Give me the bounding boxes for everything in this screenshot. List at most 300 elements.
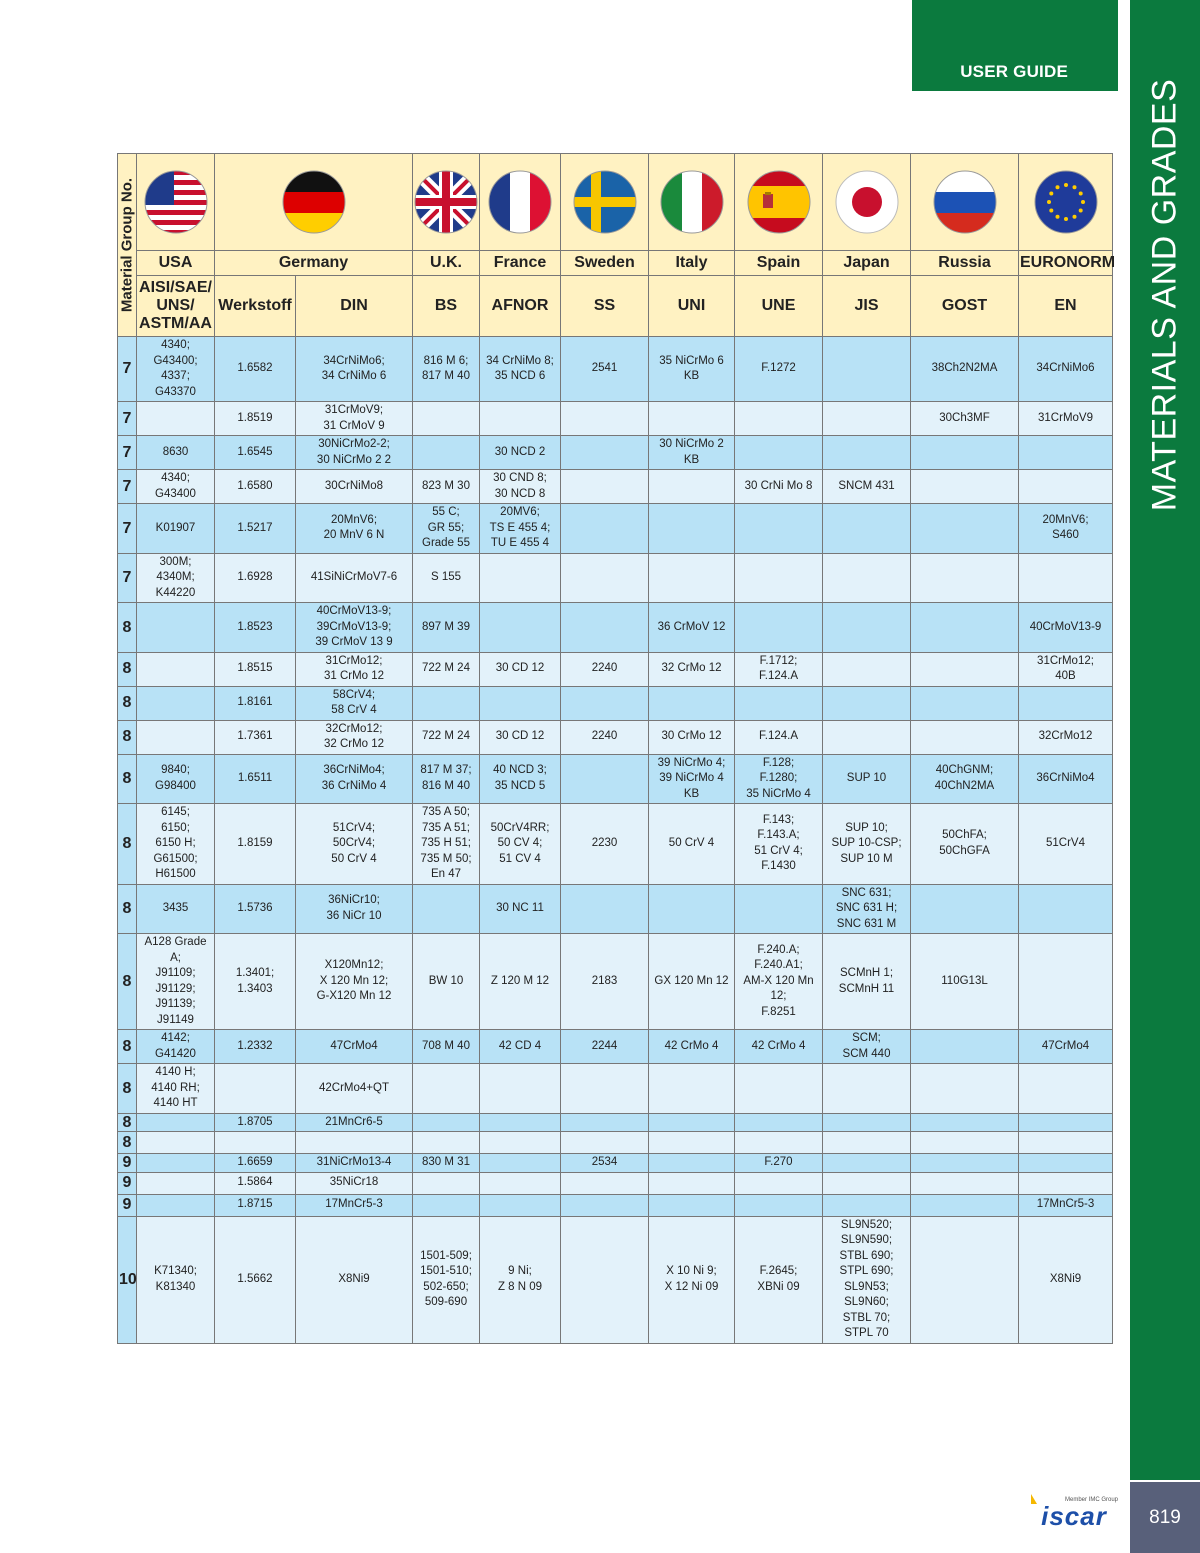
table-cell: 30 CD 12: [480, 720, 561, 754]
table-cell: 30 CrNi Mo 8: [735, 470, 823, 504]
table-cell: 2541: [561, 337, 649, 402]
material-group-header: Material Group No.: [118, 154, 137, 337]
table-cell: [413, 402, 480, 436]
material-group-cell: 8: [118, 804, 137, 885]
table-cell: 35 NiCrMo 6 KB: [649, 337, 735, 402]
table-cell: 1.3401; 1.3403: [215, 934, 296, 1030]
table-row: [118, 470, 1113, 504]
material-group-cell: 8: [118, 1030, 137, 1064]
table-cell: 34CrNiMo6: [1019, 337, 1113, 402]
table-cell: [735, 1064, 823, 1114]
material-group-cell: 7: [118, 553, 137, 603]
table-cell: 2230: [561, 804, 649, 885]
materials-table: [117, 153, 1116, 1344]
table-cell: [911, 1030, 1019, 1064]
table-cell: 42CrMo4+QT: [296, 1064, 413, 1114]
iscar-logo: [1028, 1492, 1120, 1532]
table-cell: 50ChFA; 50ChGFA: [911, 804, 1019, 885]
table-cell: X8Ni9: [1019, 1216, 1113, 1343]
uk-flag-icon: [414, 170, 478, 234]
table-cell: X8Ni9: [296, 1216, 413, 1343]
table-cell: [1019, 1064, 1113, 1114]
table-cell: [911, 1172, 1019, 1194]
material-group-cell: 8: [118, 720, 137, 754]
table-cell: [911, 1216, 1019, 1343]
table-cell: 1.6580: [215, 470, 296, 504]
table-cell: [823, 504, 911, 554]
table-cell: [823, 402, 911, 436]
table-cell: [1019, 470, 1113, 504]
italy-flag-icon: [660, 170, 724, 234]
table-cell: 20MV6; TS E 455 4; TU E 455 4: [480, 504, 561, 554]
table-row: [118, 1216, 1113, 1343]
country-header: USA: [137, 251, 215, 276]
table-cell: 42 CrMo 4: [735, 1030, 823, 1064]
table-cell: 1.6545: [215, 436, 296, 470]
table-cell: 9 Ni; Z 8 N 09: [480, 1216, 561, 1343]
table-cell: 21MnCr6-5: [296, 1113, 413, 1132]
germany-flag-icon: [282, 170, 346, 234]
table-cell: 36CrNiMo4; 36 CrNiMo 4: [296, 754, 413, 804]
table-cell: [735, 1172, 823, 1194]
table-cell: 41SiNiCrMoV7-6: [296, 553, 413, 603]
table-cell: [480, 1132, 561, 1154]
table-cell: [1019, 1172, 1113, 1194]
japan-flag-icon: [835, 170, 899, 234]
us-flag-icon: [144, 170, 208, 234]
table-cell: [911, 1064, 1019, 1114]
table-cell: 31CrMo12; 31 CrMo 12: [296, 652, 413, 686]
table-cell: 2183: [561, 934, 649, 1030]
table-cell: 20MnV6; 20 MnV 6 N: [296, 504, 413, 554]
table-cell: X120Mn12; X 120 Mn 12; G-X120 Mn 12: [296, 934, 413, 1030]
material-group-cell: 8: [118, 1064, 137, 1114]
table-cell: 1.5864: [215, 1172, 296, 1194]
table-cell: 30 NCD 2: [480, 436, 561, 470]
material-group-cell: 10: [118, 1216, 137, 1343]
eu-flag-icon: [1034, 170, 1098, 234]
table-cell: [911, 1154, 1019, 1173]
table-row: [118, 1064, 1113, 1114]
table-cell: F.270: [735, 1154, 823, 1173]
table-row: [118, 1172, 1113, 1194]
country-header: Spain: [735, 251, 823, 276]
table-cell: [649, 1194, 735, 1216]
table-cell: 8630: [137, 436, 215, 470]
table-cell: [215, 1132, 296, 1154]
table-cell: 816 M 6; 817 M 40: [413, 337, 480, 402]
table-cell: 817 M 37; 816 M 40: [413, 754, 480, 804]
table-cell: 1.8161: [215, 686, 296, 720]
table-row: [118, 1154, 1113, 1173]
table-cell: [480, 1154, 561, 1173]
material-group-cell: 7: [118, 436, 137, 470]
table-cell: 30NiCrMo2-2; 30 NiCrMo 2 2: [296, 436, 413, 470]
table-cell: [1019, 553, 1113, 603]
table-cell: [735, 436, 823, 470]
table-cell: [823, 720, 911, 754]
standard-header: UNI: [649, 276, 735, 337]
table-cell: 42 CD 4: [480, 1030, 561, 1064]
table-cell: [413, 1132, 480, 1154]
table-cell: 31CrMoV9: [1019, 402, 1113, 436]
material-group-cell: 7: [118, 402, 137, 436]
material-group-cell: 8: [118, 884, 137, 934]
table-cell: 897 M 39: [413, 603, 480, 653]
material-group-cell: 7: [118, 504, 137, 554]
table-cell: 1.8519: [215, 402, 296, 436]
table-cell: 830 M 31: [413, 1154, 480, 1173]
table-cell: [137, 686, 215, 720]
table-cell: 1.8705: [215, 1113, 296, 1132]
table-cell: [649, 884, 735, 934]
table-cell: 31CrMo12; 40B: [1019, 652, 1113, 686]
table-cell: [137, 1194, 215, 1216]
material-group-cell: 8: [118, 603, 137, 653]
table-cell: [911, 1194, 1019, 1216]
table-cell: [561, 1113, 649, 1132]
table-cell: 3435: [137, 884, 215, 934]
table-cell: 722 M 24: [413, 720, 480, 754]
country-header: Russia: [911, 251, 1019, 276]
table-cell: S 155: [413, 553, 480, 603]
table-cell: Z 120 M 12: [480, 934, 561, 1030]
table-cell: 30 NC 11: [480, 884, 561, 934]
table-cell: SCMnH 1; SCMnH 11: [823, 934, 911, 1030]
table-cell: [911, 1132, 1019, 1154]
table-cell: [561, 1064, 649, 1114]
table-cell: [561, 436, 649, 470]
table-cell: [649, 1113, 735, 1132]
table-cell: [561, 686, 649, 720]
table-cell: [735, 884, 823, 934]
table-cell: 40CrMoV13-9: [1019, 603, 1113, 653]
table-cell: [649, 1172, 735, 1194]
standard-header: BS: [413, 276, 480, 337]
table-row: [118, 436, 1113, 470]
table-cell: 58CrV4; 58 CrV 4: [296, 686, 413, 720]
material-group-cell: 9: [118, 1154, 137, 1173]
spain-flag-icon: [747, 170, 811, 234]
table-cell: SL9N520; SL9N590; STBL 690; STPL 690; SL9N53; SL9N60; STBL 70; STPL 70: [823, 1216, 911, 1343]
table-cell: [649, 553, 735, 603]
table-row: [118, 934, 1113, 1030]
table-cell: 1.8159: [215, 804, 296, 885]
table-cell: [215, 1064, 296, 1114]
table-cell: [649, 1154, 735, 1173]
table-cell: [823, 1113, 911, 1132]
table-cell: [735, 1113, 823, 1132]
country-header: Sweden: [561, 251, 649, 276]
table-cell: [1019, 884, 1113, 934]
france-flag-icon: [488, 170, 552, 234]
table-cell: [561, 1216, 649, 1343]
table-cell: [561, 603, 649, 653]
table-cell: 1.5662: [215, 1216, 296, 1343]
country-header: Italy: [649, 251, 735, 276]
table-cell: [413, 884, 480, 934]
table-cell: [480, 402, 561, 436]
table-cell: 1.5736: [215, 884, 296, 934]
table-cell: 4140 H; 4140 RH; 4140 HT: [137, 1064, 215, 1114]
material-group-cell: 9: [118, 1172, 137, 1194]
russia-flag-icon: [933, 170, 997, 234]
material-group-cell: 8: [118, 1132, 137, 1154]
country-header: Japan: [823, 251, 911, 276]
table-cell: [1019, 436, 1113, 470]
table-cell: [480, 1172, 561, 1194]
table-cell: 17MnCr5-3: [1019, 1194, 1113, 1216]
table-cell: [561, 754, 649, 804]
standard-header: AISI/SAE/ UNS/ ASTM/AA: [137, 276, 215, 337]
table-row: [118, 1132, 1113, 1154]
table-cell: 30 CrMo 12: [649, 720, 735, 754]
table-cell: 735 A 50; 735 A 51; 735 H 51; 735 M 50; En 47: [413, 804, 480, 885]
flags-row: [118, 154, 1113, 251]
table-cell: K71340; K81340: [137, 1216, 215, 1343]
table-cell: 39 NiCrMo 4; 39 NiCrMo 4 KB: [649, 754, 735, 804]
table-cell: 1.6928: [215, 553, 296, 603]
material-group-cell: 8: [118, 652, 137, 686]
material-group-cell: 8: [118, 934, 137, 1030]
table-cell: [561, 884, 649, 934]
table-cell: [649, 1064, 735, 1114]
table-cell: [137, 652, 215, 686]
table-cell: 2244: [561, 1030, 649, 1064]
table-cell: 55 C; GR 55; Grade 55: [413, 504, 480, 554]
table-cell: F.1712; F.124.A: [735, 652, 823, 686]
table-row: [118, 686, 1113, 720]
standard-header: AFNOR: [480, 276, 561, 337]
table-row: [118, 603, 1113, 653]
table-cell: 32 CrMo 12: [649, 652, 735, 686]
table-cell: [823, 603, 911, 653]
table-cell: 2240: [561, 720, 649, 754]
table-cell: [735, 504, 823, 554]
table-cell: 300M; 4340M; K44220: [137, 553, 215, 603]
standard-header: GOST: [911, 276, 1019, 337]
table-cell: 823 M 30: [413, 470, 480, 504]
table-cell: [561, 402, 649, 436]
table-cell: 35NiCr18: [296, 1172, 413, 1194]
material-group-cell: 8: [118, 754, 137, 804]
table-cell: [823, 1132, 911, 1154]
table-cell: [911, 686, 1019, 720]
svg-text:iscar: iscar: [1041, 1501, 1107, 1531]
table-row: [118, 884, 1113, 934]
table-cell: [823, 553, 911, 603]
table-cell: F.240.A; F.240.A1; AM-X 120 Mn 12; F.8251: [735, 934, 823, 1030]
table-cell: F.1272: [735, 337, 823, 402]
page-number: 819: [1130, 1482, 1200, 1553]
table-cell: [823, 1194, 911, 1216]
table-cell: [735, 686, 823, 720]
table-cell: [137, 1132, 215, 1154]
table-cell: 110G13L: [911, 934, 1019, 1030]
table-cell: 1.2332: [215, 1030, 296, 1064]
table-cell: 34 CrNiMo 8; 35 NCD 6: [480, 337, 561, 402]
table-cell: 2534: [561, 1154, 649, 1173]
table-row: [118, 553, 1113, 603]
table-cell: [137, 1154, 215, 1173]
svg-text:Member IMC Group: Member IMC Group: [1064, 1497, 1118, 1503]
table-cell: [735, 1194, 823, 1216]
table-cell: 51CrV4; 50CrV4; 50 CrV 4: [296, 804, 413, 885]
table-cell: 1.7361: [215, 720, 296, 754]
table-row: [118, 652, 1113, 686]
table-cell: [137, 603, 215, 653]
table-cell: 34CrNiMo6; 34 CrNiMo 6: [296, 337, 413, 402]
table-cell: [911, 470, 1019, 504]
table-cell: [561, 1172, 649, 1194]
table-cell: 20MnV6; S460: [1019, 504, 1113, 554]
table-cell: [649, 402, 735, 436]
table-cell: 30CrNiMo8: [296, 470, 413, 504]
sweden-flag-icon: [573, 170, 637, 234]
country-header: U.K.: [413, 251, 480, 276]
table-cell: [649, 504, 735, 554]
table-cell: [823, 1154, 911, 1173]
table-cell: [911, 603, 1019, 653]
table-cell: [911, 1113, 1019, 1132]
table-cell: F.143; F.143.A; 51 CrV 4; F.1430: [735, 804, 823, 885]
table-cell: 47CrMo4: [1019, 1030, 1113, 1064]
table-cell: 17MnCr5-3: [296, 1194, 413, 1216]
table-cell: 6145; 6150; 6150 H; G61500; H61500: [137, 804, 215, 885]
material-group-cell: 8: [118, 1113, 137, 1132]
table-cell: 4340; G43400: [137, 470, 215, 504]
table-row: [118, 720, 1113, 754]
material-group-cell: 8: [118, 686, 137, 720]
table-cell: [1019, 1113, 1113, 1132]
table-cell: [413, 1194, 480, 1216]
table-cell: 708 M 40: [413, 1030, 480, 1064]
table-cell: [480, 1113, 561, 1132]
table-cell: 1.8523: [215, 603, 296, 653]
table-cell: [823, 436, 911, 470]
table-cell: 51CrV4: [1019, 804, 1113, 885]
material-group-cell: 7: [118, 470, 137, 504]
table-cell: [413, 436, 480, 470]
table-cell: X 10 Ni 9; X 12 Ni 09: [649, 1216, 735, 1343]
table-cell: 1.8715: [215, 1194, 296, 1216]
table-cell: [911, 884, 1019, 934]
table-cell: [735, 553, 823, 603]
table-cell: 1.6659: [215, 1154, 296, 1173]
table-cell: 40 NCD 3; 35 NCD 5: [480, 754, 561, 804]
table-cell: [413, 686, 480, 720]
table-cell: [911, 720, 1019, 754]
standard-header: JIS: [823, 276, 911, 337]
table-cell: [1019, 934, 1113, 1030]
material-group-cell: 7: [118, 337, 137, 402]
table-cell: [823, 652, 911, 686]
table-cell: [911, 553, 1019, 603]
table-cell: [137, 1172, 215, 1194]
table-cell: [480, 686, 561, 720]
table-cell: 30 CND 8; 30 NCD 8: [480, 470, 561, 504]
table-cell: 36CrNiMo4: [1019, 754, 1113, 804]
table-cell: 36 CrMoV 12: [649, 603, 735, 653]
table-cell: 32CrMo12; 32 CrMo 12: [296, 720, 413, 754]
table-cell: [911, 504, 1019, 554]
table-cell: 47CrMo4: [296, 1030, 413, 1064]
table-cell: A128 Grade A; J91109; J91129; J91139; J91149: [137, 934, 215, 1030]
table-cell: 1.8515: [215, 652, 296, 686]
table-cell: 30 NiCrMo 2 KB: [649, 436, 735, 470]
table-cell: [1019, 686, 1113, 720]
table-cell: SNC 631; SNC 631 H; SNC 631 M: [823, 884, 911, 934]
table-cell: 36NiCr10; 36 NiCr 10: [296, 884, 413, 934]
table-row: [118, 337, 1113, 402]
table-cell: SNCM 431: [823, 470, 911, 504]
table-cell: [823, 1172, 911, 1194]
table-cell: 2240: [561, 652, 649, 686]
table-cell: [296, 1132, 413, 1154]
table-row: [118, 1194, 1113, 1216]
table-cell: 4142; G41420: [137, 1030, 215, 1064]
table-cell: [480, 553, 561, 603]
table-cell: [561, 1132, 649, 1154]
country-header: France: [480, 251, 561, 276]
table-row: [118, 504, 1113, 554]
table-cell: 1.6511: [215, 754, 296, 804]
standard-header: Werkstoff: [215, 276, 296, 337]
table-cell: [561, 504, 649, 554]
table-cell: [735, 603, 823, 653]
table-cell: F.124.A: [735, 720, 823, 754]
table-cell: 9840; G98400: [137, 754, 215, 804]
table-cell: [413, 1172, 480, 1194]
table-row: [118, 1113, 1113, 1132]
standards-row: [118, 276, 1113, 337]
table-cell: F.2645; XBNi 09: [735, 1216, 823, 1343]
table-cell: 31CrMoV9; 31 CrMoV 9: [296, 402, 413, 436]
table-cell: 42 CrMo 4: [649, 1030, 735, 1064]
table-cell: [1019, 1132, 1113, 1154]
table-cell: 50CrV4RR; 50 CV 4; 51 CV 4: [480, 804, 561, 885]
table-cell: 1.6582: [215, 337, 296, 402]
table-cell: 30Ch3MF: [911, 402, 1019, 436]
table-cell: [413, 1064, 480, 1114]
table-cell: [137, 402, 215, 436]
table-cell: 1.5217: [215, 504, 296, 554]
table-cell: 40CrMoV13-9; 39CrMoV13-9; 39 CrMoV 13 9: [296, 603, 413, 653]
materials-table-body: [118, 337, 1113, 1344]
standard-header: DIN: [296, 276, 413, 337]
countries-row: [118, 251, 1113, 276]
user-guide-tab: [912, 0, 1118, 91]
table-cell: 1501-509; 1501-510; 502-650; 509-690: [413, 1216, 480, 1343]
table-cell: [823, 686, 911, 720]
table-cell: 50 CrV 4: [649, 804, 735, 885]
table-cell: [413, 1113, 480, 1132]
table-cell: SUP 10; SUP 10-CSP; SUP 10 M: [823, 804, 911, 885]
table-cell: 38Ch2N2MA: [911, 337, 1019, 402]
table-cell: [561, 1194, 649, 1216]
standard-header: EN: [1019, 276, 1113, 337]
country-header: EURONORM: [1019, 251, 1113, 276]
table-cell: [480, 1064, 561, 1114]
table-row: [118, 754, 1113, 804]
table-cell: GX 120 Mn 12: [649, 934, 735, 1030]
material-group-cell: 9: [118, 1194, 137, 1216]
table-cell: [823, 337, 911, 402]
table-cell: [480, 603, 561, 653]
user-guide-label: USER GUIDE: [960, 62, 1068, 81]
table-cell: [1019, 1154, 1113, 1173]
table-cell: [561, 470, 649, 504]
